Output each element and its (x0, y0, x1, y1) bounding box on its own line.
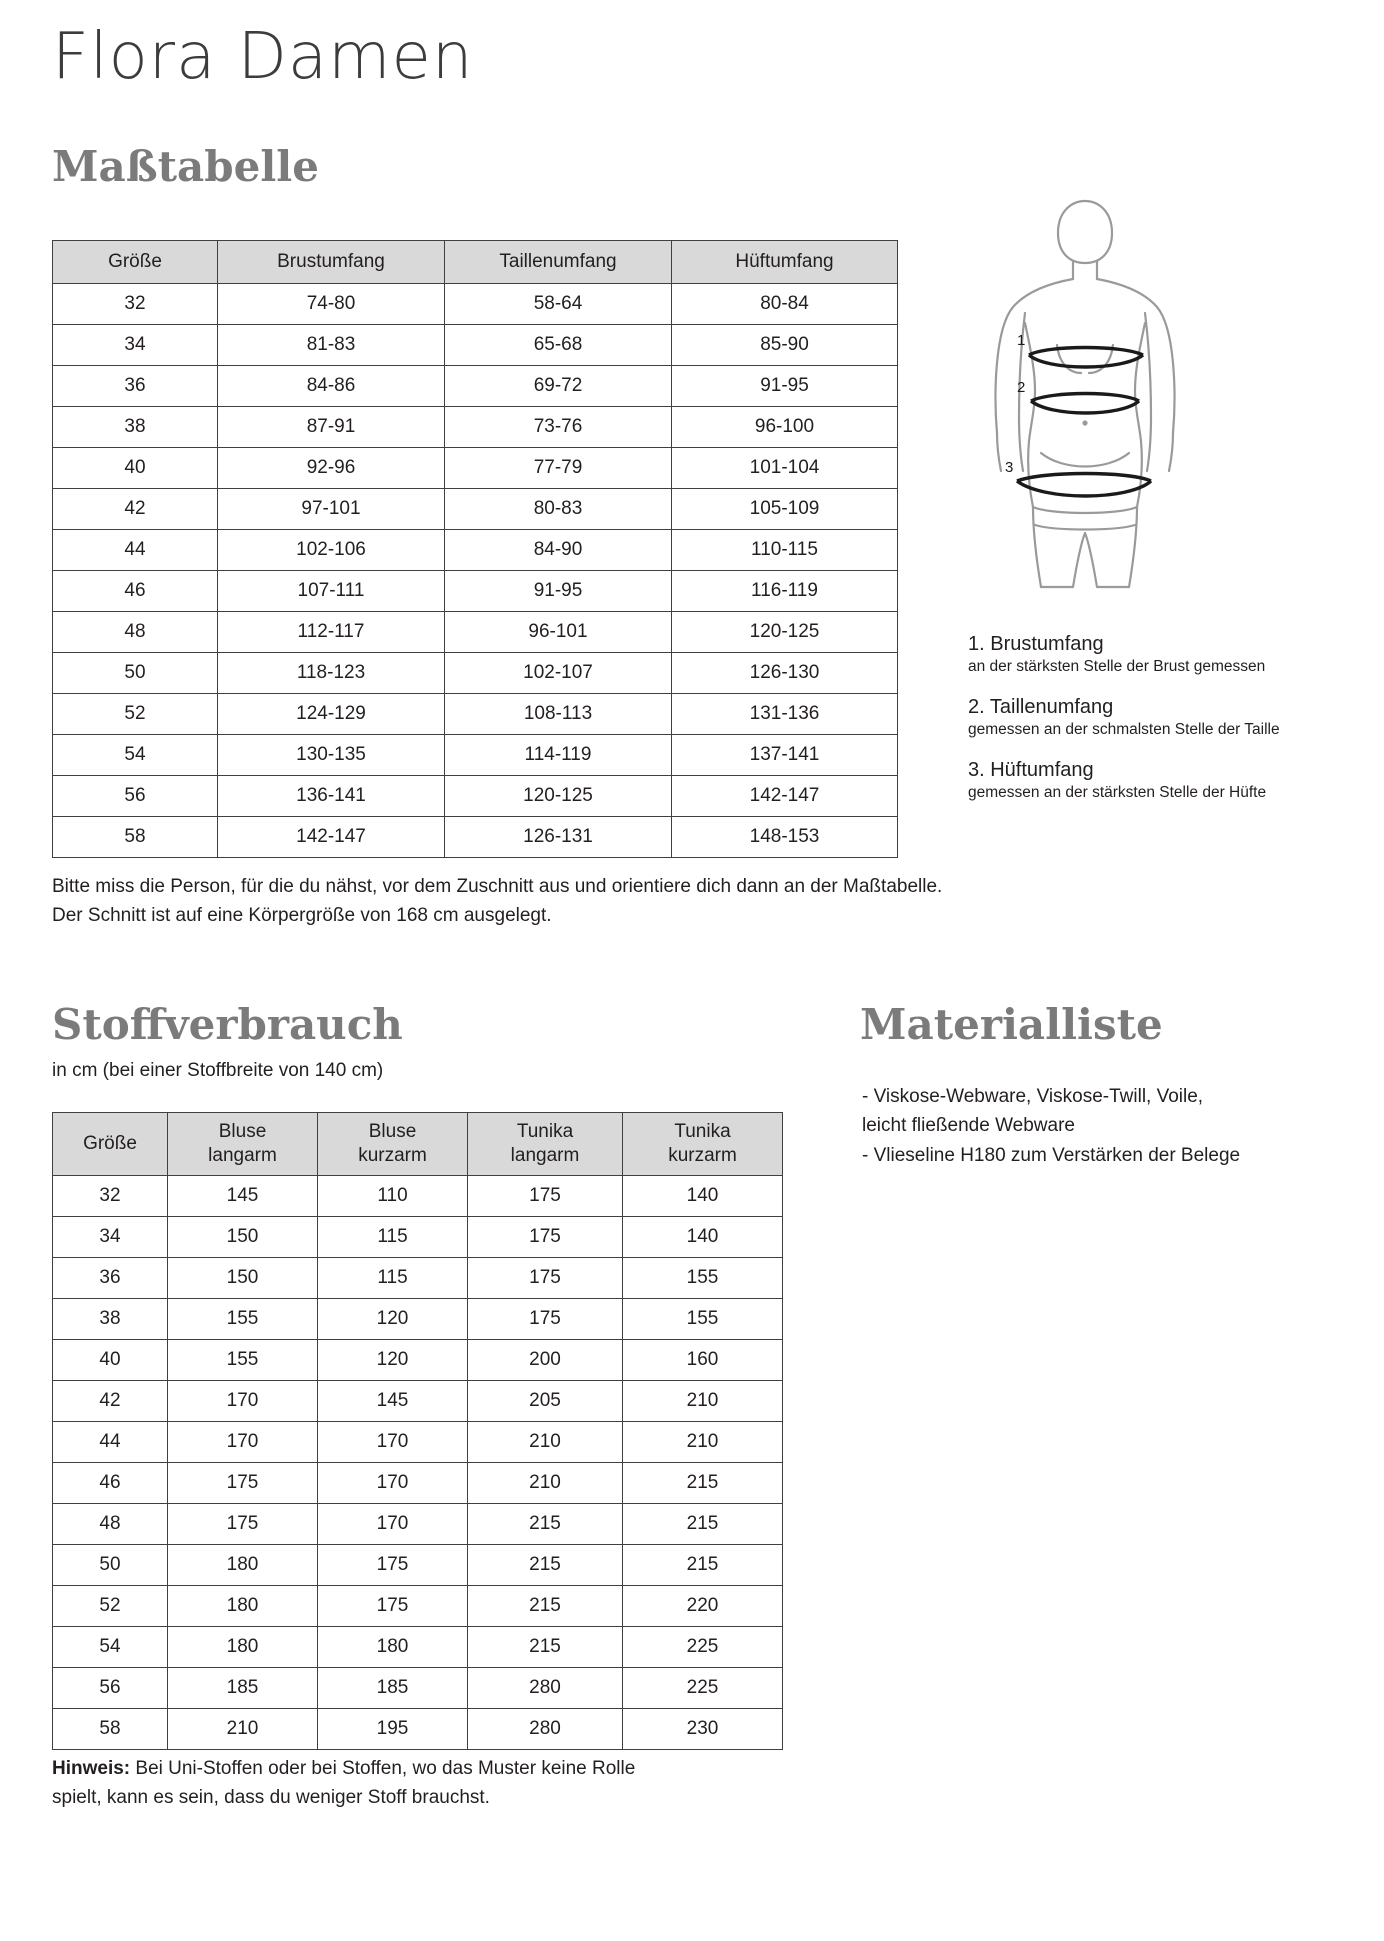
section-heading-stoffverbrauch: Stoffverbrauch (52, 1000, 403, 1049)
cell-hip: 110-115 (672, 530, 898, 571)
cell-bluse-langarm: 210 (168, 1709, 318, 1750)
cell-bust: 92-96 (218, 448, 445, 489)
table-row (53, 1422, 783, 1463)
legend-item-taillenumfang (968, 695, 1368, 740)
cell-bluse-kurzarm: 195 (318, 1709, 468, 1750)
cell-hip: 80-84 (672, 284, 898, 325)
cell-waist: 126-131 (445, 817, 672, 858)
column-header-tunika-kurzarm (623, 1113, 783, 1176)
cell-hip: 91-95 (672, 366, 898, 407)
cell-bluse-langarm: 170 (168, 1422, 318, 1463)
column-header-hueftumfang: Hüftumfang (672, 241, 898, 284)
cell-bust: 136-141 (218, 776, 445, 817)
cell-size: 58 (53, 1709, 168, 1750)
table-row (53, 694, 898, 735)
body-measurement-figure (955, 195, 1215, 595)
cell-tunika-langarm: 280 (468, 1709, 623, 1750)
cell-tunika-kurzarm: 215 (623, 1545, 783, 1586)
cell-size: 44 (53, 1422, 168, 1463)
cell-size: 56 (53, 776, 218, 817)
cell-tunika-langarm: 175 (468, 1217, 623, 1258)
cell-bluse-kurzarm: 170 (318, 1504, 468, 1545)
cell-size: 34 (53, 1217, 168, 1258)
cell-bust: 124-129 (218, 694, 445, 735)
cell-bluse-kurzarm: 145 (318, 1381, 468, 1422)
cell-size: 50 (53, 653, 218, 694)
cell-waist: 69-72 (445, 366, 672, 407)
cell-hip: 148-153 (672, 817, 898, 858)
cell-tunika-kurzarm: 225 (623, 1627, 783, 1668)
cell-waist: 58-64 (445, 284, 672, 325)
table-row (53, 1176, 783, 1217)
table-row (53, 1504, 783, 1545)
cell-size: 32 (53, 284, 218, 325)
table-row (53, 1668, 783, 1709)
cell-hip: 120-125 (672, 612, 898, 653)
cell-hip: 126-130 (672, 653, 898, 694)
cell-waist: 77-79 (445, 448, 672, 489)
figure-marker-1-label: 1 (1017, 332, 1026, 349)
table-row (53, 571, 898, 612)
cell-size: 44 (53, 530, 218, 571)
cell-size: 36 (53, 1258, 168, 1299)
material-item-line-1: - Viskose-Webware, Viskose-Twill, Voile, (862, 1086, 1204, 1107)
cell-hip: 116-119 (672, 571, 898, 612)
cell-tunika-kurzarm: 155 (623, 1258, 783, 1299)
column-header-line2: kurzarm (358, 1145, 427, 1166)
cell-waist: 73-76 (445, 407, 672, 448)
cell-bluse-kurzarm: 185 (318, 1668, 468, 1709)
cell-bust: 84-86 (218, 366, 445, 407)
table-row (53, 1299, 783, 1340)
table-header-row (53, 1113, 783, 1176)
cell-size: 46 (53, 1463, 168, 1504)
legend-item-brustumfang (968, 632, 1368, 677)
cell-bluse-kurzarm: 170 (318, 1422, 468, 1463)
material-item-line-2: leicht fließende Webware (862, 1115, 1075, 1137)
figure-marker-2-label: 2 (1017, 379, 1026, 396)
cell-bust: 74-80 (218, 284, 445, 325)
cell-size: 34 (53, 325, 218, 366)
cell-tunika-kurzarm: 140 (623, 1176, 783, 1217)
cell-size: 46 (53, 571, 218, 612)
cell-hip: 101-104 (672, 448, 898, 489)
column-header-line1: Tunika (516, 1121, 574, 1143)
legend-title: 3. Hüftumfang (968, 759, 1094, 782)
cell-hip: 131-136 (672, 694, 898, 735)
cell-bluse-kurzarm: 120 (318, 1299, 468, 1340)
table-row (53, 489, 898, 530)
table-header-row (53, 241, 898, 284)
table-row (53, 817, 898, 858)
cell-waist: 102-107 (445, 653, 672, 694)
cell-size: 36 (53, 366, 218, 407)
material-list (862, 1082, 1352, 1170)
cell-size: 42 (53, 1381, 168, 1422)
cell-tunika-langarm: 215 (468, 1504, 623, 1545)
legend-subtitle: gemessen an der schmalsten Stelle der Taille (968, 721, 1280, 739)
cell-size: 32 (53, 1176, 168, 1217)
cell-size: 50 (53, 1545, 168, 1586)
column-header-line2: langarm (510, 1145, 580, 1166)
table-row (53, 407, 898, 448)
cell-tunika-kurzarm: 230 (623, 1709, 783, 1750)
cell-size: 40 (53, 1340, 168, 1381)
cell-hip: 137-141 (672, 735, 898, 776)
cell-bluse-kurzarm: 170 (318, 1463, 468, 1504)
cell-size: 58 (53, 817, 218, 858)
cell-waist: 65-68 (445, 325, 672, 366)
table-row (53, 530, 898, 571)
table-row (53, 1381, 783, 1422)
cell-bust: 130-135 (218, 735, 445, 776)
cell-size: 54 (53, 1627, 168, 1668)
column-header-groesse: Größe (53, 241, 218, 284)
cell-bluse-kurzarm: 175 (318, 1545, 468, 1586)
measurement-table-container (52, 240, 897, 858)
cell-hip: 142-147 (672, 776, 898, 817)
measurement-note-line-1: Bitte miss die Person, für die du nähst, vor dem Zuschnitt aus und orientiere dich dann an der Maßtabelle. (52, 876, 943, 897)
column-header-brustumfang: Brustumfang (218, 241, 445, 284)
column-header-bluse-kurzarm (318, 1113, 468, 1176)
column-header-groesse (53, 1113, 168, 1176)
cell-bust: 87-91 (218, 407, 445, 448)
table-row (53, 1545, 783, 1586)
legend-item-hueftumfang (968, 758, 1368, 803)
cell-waist: 91-95 (445, 571, 672, 612)
table-row (53, 448, 898, 489)
cell-tunika-langarm: 175 (468, 1176, 623, 1217)
table-row (53, 1627, 783, 1668)
figure-marker-3-label: 3 (1005, 459, 1014, 476)
cell-bust: 142-147 (218, 817, 445, 858)
cell-bluse-langarm: 175 (168, 1504, 318, 1545)
measurement-note (52, 872, 1172, 931)
cell-bust: 97-101 (218, 489, 445, 530)
cell-bluse-kurzarm: 175 (318, 1586, 468, 1627)
cell-size: 48 (53, 1504, 168, 1545)
cell-size: 38 (53, 1299, 168, 1340)
cell-bust: 102-106 (218, 530, 445, 571)
cell-size: 54 (53, 735, 218, 776)
section-heading-materialliste: Materialliste (860, 1000, 1163, 1049)
table-row (53, 1463, 783, 1504)
cell-hip: 105-109 (672, 489, 898, 530)
cell-tunika-langarm: 175 (468, 1299, 623, 1340)
cell-tunika-kurzarm: 225 (623, 1668, 783, 1709)
cell-waist: 114-119 (445, 735, 672, 776)
cell-size: 42 (53, 489, 218, 530)
legend-title: 2. Taillenumfang (968, 696, 1114, 719)
cell-bluse-kurzarm: 115 (318, 1217, 468, 1258)
cell-bluse-langarm: 175 (168, 1463, 318, 1504)
fabric-table-container (52, 1112, 782, 1750)
cell-size: 48 (53, 612, 218, 653)
cell-tunika-kurzarm: 210 (623, 1422, 783, 1463)
table-row (53, 1217, 783, 1258)
figure-legend (968, 632, 1368, 821)
column-header-line1: Größe (83, 1133, 137, 1155)
hinweis-text-1: Bei Uni-Stoffen oder bei Stoffen, wo das Muster keine Rolle (130, 1758, 636, 1779)
cell-tunika-langarm: 215 (468, 1627, 623, 1668)
cell-tunika-kurzarm: 140 (623, 1217, 783, 1258)
cell-bluse-langarm: 150 (168, 1217, 318, 1258)
table-row (53, 284, 898, 325)
page-title: Flora Damen (52, 20, 474, 94)
cell-tunika-langarm: 280 (468, 1668, 623, 1709)
hinweis-line-2: spielt, kann es sein, dass du weniger Stoff brauchst. (52, 1786, 490, 1808)
cell-tunika-langarm: 205 (468, 1381, 623, 1422)
cell-tunika-langarm: 210 (468, 1463, 623, 1504)
cell-waist: 84-90 (445, 530, 672, 571)
column-header-taillenumfang: Taillenumfang (445, 241, 672, 284)
material-item-line-3: - Vlieseline H180 zum Verstärken der Belege (862, 1144, 1241, 1166)
measurement-note-line-2: Der Schnitt ist auf eine Körpergröße von 168 cm ausgelegt. (52, 905, 552, 927)
cell-tunika-langarm: 200 (468, 1340, 623, 1381)
column-header-tunika-langarm (468, 1113, 623, 1176)
cell-bluse-langarm: 180 (168, 1627, 318, 1668)
cell-tunika-kurzarm: 160 (623, 1340, 783, 1381)
table-row (53, 1709, 783, 1750)
column-header-line2: langarm (208, 1145, 277, 1166)
cell-hip: 85-90 (672, 325, 898, 366)
cell-tunika-kurzarm: 215 (623, 1504, 783, 1545)
cell-bust: 107-111 (218, 571, 445, 612)
hinweis-label: Hinweis: (52, 1758, 131, 1779)
cell-size: 56 (53, 1668, 168, 1709)
cell-size: 52 (53, 1586, 168, 1627)
column-header-line2: kurzarm (668, 1145, 737, 1166)
table-row (53, 325, 898, 366)
cell-tunika-kurzarm: 215 (623, 1463, 783, 1504)
legend-title: 1. Brustumfang (968, 633, 1104, 655)
cell-tunika-langarm: 175 (468, 1258, 623, 1299)
cell-bluse-kurzarm: 180 (318, 1627, 468, 1668)
cell-bluse-langarm: 180 (168, 1586, 318, 1627)
cell-tunika-langarm: 210 (468, 1422, 623, 1463)
measurement-table (52, 240, 898, 858)
section-heading-masstabelle: Maßtabelle (52, 142, 319, 191)
table-row (53, 612, 898, 653)
cell-bluse-langarm: 185 (168, 1668, 318, 1709)
cell-bluse-langarm: 155 (168, 1299, 318, 1340)
column-header-line1: Bluse (218, 1121, 267, 1143)
cell-bust: 81-83 (218, 325, 445, 366)
cell-tunika-kurzarm: 210 (623, 1381, 783, 1422)
column-header-bluse-langarm (168, 1113, 318, 1176)
cell-bluse-langarm: 155 (168, 1340, 318, 1381)
hinweis-note (52, 1755, 812, 1812)
cell-bluse-langarm: 180 (168, 1545, 318, 1586)
column-header-line1: Bluse (368, 1121, 417, 1143)
cell-bluse-kurzarm: 115 (318, 1258, 468, 1299)
cell-waist: 80-83 (445, 489, 672, 530)
table-row (53, 366, 898, 407)
cell-bluse-langarm: 145 (168, 1176, 318, 1217)
stoffverbrauch-subheading: in cm (bei einer Stoffbreite von 140 cm) (52, 1060, 384, 1081)
cell-size: 52 (53, 694, 218, 735)
table-row (53, 1340, 783, 1381)
table-row (53, 1586, 783, 1627)
cell-size: 40 (53, 448, 218, 489)
legend-subtitle: gemessen an der stärksten Stelle der Hüfte (968, 784, 1267, 802)
cell-bluse-langarm: 170 (168, 1381, 318, 1422)
fabric-consumption-table (52, 1112, 783, 1750)
cell-tunika-langarm: 215 (468, 1586, 623, 1627)
column-header-line1: Tunika (674, 1121, 731, 1143)
table-row (53, 1258, 783, 1299)
cell-size: 38 (53, 407, 218, 448)
cell-tunika-kurzarm: 155 (623, 1299, 783, 1340)
cell-waist: 96-101 (445, 612, 672, 653)
hinweis-line-1 (52, 1755, 812, 1784)
cell-tunika-langarm: 215 (468, 1545, 623, 1586)
cell-waist: 108-113 (445, 694, 672, 735)
table-row (53, 653, 898, 694)
cell-bust: 118-123 (218, 653, 445, 694)
cell-waist: 120-125 (445, 776, 672, 817)
legend-subtitle: an der stärksten Stelle der Brust gemessen (968, 658, 1266, 675)
cell-hip: 96-100 (672, 407, 898, 448)
cell-bluse-kurzarm: 120 (318, 1340, 468, 1381)
table-row (53, 776, 898, 817)
cell-bust: 112-117 (218, 612, 445, 653)
cell-bluse-kurzarm: 110 (318, 1176, 468, 1217)
cell-bluse-langarm: 150 (168, 1258, 318, 1299)
cell-tunika-kurzarm: 220 (623, 1586, 783, 1627)
table-row (53, 735, 898, 776)
